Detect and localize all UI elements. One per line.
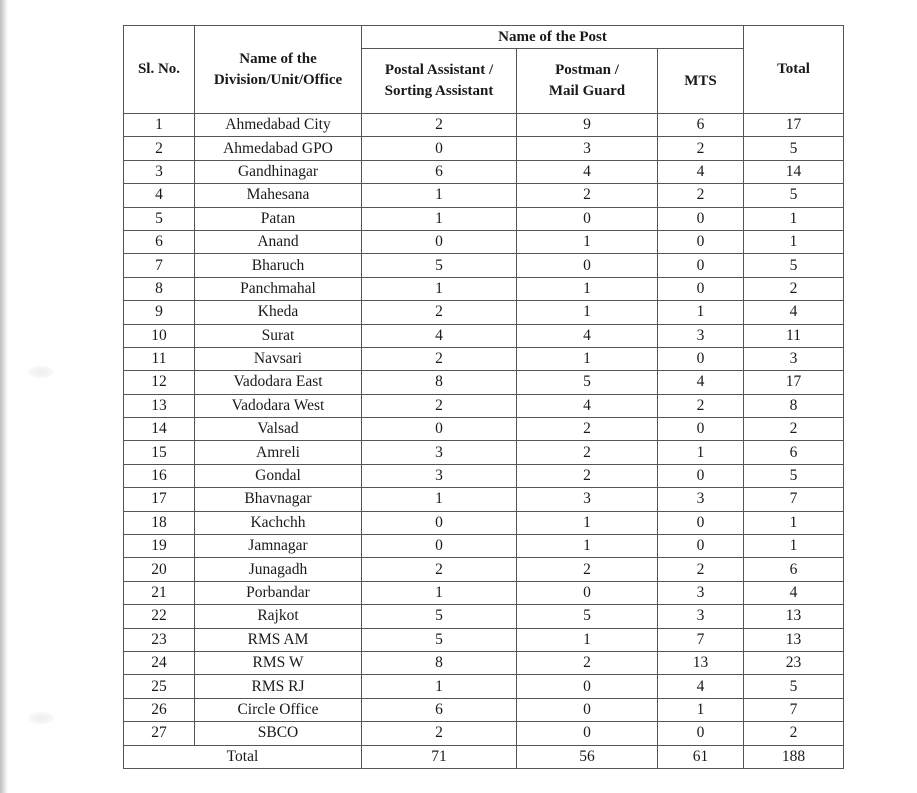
cell-postman: 1 <box>517 301 658 324</box>
cell-sl-no: 22 <box>124 605 195 628</box>
cell-mts: 7 <box>658 628 744 651</box>
cell-total: 5 <box>744 675 844 698</box>
cell-sl-no: 26 <box>124 698 195 721</box>
cell-postal-assistant: 1 <box>362 581 517 604</box>
cell-postman: 1 <box>517 628 658 651</box>
table-row <box>124 277 844 300</box>
vacancy-table <box>123 25 844 769</box>
cell-sl-no: 2 <box>124 137 195 160</box>
cell-division: Navsari <box>195 347 362 370</box>
cell-postman: 5 <box>517 371 658 394</box>
cell-postman: 4 <box>517 160 658 183</box>
cell-division: RMS W <box>195 651 362 674</box>
cell-division: SBCO <box>195 722 362 745</box>
table-row <box>124 137 844 160</box>
cell-total: 11 <box>744 324 844 347</box>
cell-total: 23 <box>744 651 844 674</box>
cell-postal-assistant: 5 <box>362 605 517 628</box>
cell-division: Ahmedabad City <box>195 114 362 137</box>
cell-division: Anand <box>195 230 362 253</box>
header-postman <box>517 49 658 114</box>
cell-mts: 3 <box>658 324 744 347</box>
cell-postman: 0 <box>517 254 658 277</box>
cell-total: 5 <box>744 184 844 207</box>
cell-mts: 0 <box>658 254 744 277</box>
table-row <box>124 698 844 721</box>
cell-mts: 2 <box>658 184 744 207</box>
cell-total: 13 <box>744 628 844 651</box>
cell-postman: 1 <box>517 230 658 253</box>
cell-postman: 5 <box>517 605 658 628</box>
cell-total: 17 <box>744 114 844 137</box>
cell-mts: 0 <box>658 277 744 300</box>
cell-mts: 13 <box>658 651 744 674</box>
cell-postman: 3 <box>517 488 658 511</box>
cell-postman: 3 <box>517 137 658 160</box>
cell-mts: 0 <box>658 230 744 253</box>
cell-total: 2 <box>744 722 844 745</box>
cell-total: 1 <box>744 511 844 534</box>
cell-total: 2 <box>744 418 844 441</box>
cell-total: 8 <box>744 394 844 417</box>
cell-sl-no: 27 <box>124 722 195 745</box>
cell-postman: 9 <box>517 114 658 137</box>
cell-postman: 1 <box>517 347 658 370</box>
cell-mts: 1 <box>658 441 744 464</box>
cell-postal-assistant: 0 <box>362 511 517 534</box>
cell-postal-assistant: 6 <box>362 698 517 721</box>
cell-postman: 0 <box>517 675 658 698</box>
cell-mts: 4 <box>658 160 744 183</box>
cell-postal-assistant: 4 <box>362 324 517 347</box>
cell-division: Porbandar <box>195 581 362 604</box>
cell-division: Rajkot <box>195 605 362 628</box>
cell-mts: 3 <box>658 581 744 604</box>
cell-postman: 2 <box>517 558 658 581</box>
cell-postman: 1 <box>517 535 658 558</box>
table-row <box>124 160 844 183</box>
cell-division: Gondal <box>195 464 362 487</box>
cell-division: RMS RJ <box>195 675 362 698</box>
page-edge-shadow <box>0 0 8 793</box>
cell-total: 1 <box>744 230 844 253</box>
table-row <box>124 605 844 628</box>
cell-postman: 0 <box>517 581 658 604</box>
cell-total: 4 <box>744 581 844 604</box>
table-row <box>124 301 844 324</box>
table-row <box>124 675 844 698</box>
cell-postal-assistant: 6 <box>362 160 517 183</box>
grand-total: 188 <box>744 745 844 768</box>
cell-division: Junagadh <box>195 558 362 581</box>
cell-total: 7 <box>744 488 844 511</box>
cell-sl-no: 6 <box>124 230 195 253</box>
table-row <box>124 581 844 604</box>
table-row <box>124 558 844 581</box>
cell-division: Jamnagar <box>195 535 362 558</box>
cell-mts: 2 <box>658 137 744 160</box>
cell-postal-assistant: 1 <box>362 277 517 300</box>
total-postman: 56 <box>517 745 658 768</box>
cell-total: 14 <box>744 160 844 183</box>
cell-sl-no: 25 <box>124 675 195 698</box>
cell-sl-no: 15 <box>124 441 195 464</box>
cell-division: Bharuch <box>195 254 362 277</box>
cell-sl-no: 5 <box>124 207 195 230</box>
cell-mts: 0 <box>658 535 744 558</box>
cell-division: Panchmahal <box>195 277 362 300</box>
cell-mts: 0 <box>658 418 744 441</box>
cell-sl-no: 3 <box>124 160 195 183</box>
cell-sl-no: 1 <box>124 114 195 137</box>
cell-postal-assistant: 2 <box>362 347 517 370</box>
cell-postman: 1 <box>517 511 658 534</box>
table-body <box>124 114 844 769</box>
table-row <box>124 511 844 534</box>
table-header <box>124 26 844 114</box>
cell-mts: 0 <box>658 722 744 745</box>
cell-postal-assistant: 8 <box>362 651 517 674</box>
cell-postal-assistant: 2 <box>362 394 517 417</box>
total-label: Total <box>124 745 362 768</box>
table-row <box>124 722 844 745</box>
table-row <box>124 230 844 253</box>
cell-total: 6 <box>744 558 844 581</box>
header-mts: MTS <box>658 49 744 114</box>
cell-postman: 2 <box>517 184 658 207</box>
cell-division: Ahmedabad GPO <box>195 137 362 160</box>
header-postal-assistant-label: Postal Assistant / Sorting Assistant <box>384 62 494 99</box>
table-row <box>124 441 844 464</box>
cell-mts: 0 <box>658 207 744 230</box>
cell-sl-no: 19 <box>124 535 195 558</box>
cell-postal-assistant: 0 <box>362 535 517 558</box>
table-row <box>124 488 844 511</box>
cell-total: 3 <box>744 347 844 370</box>
table-row <box>124 371 844 394</box>
header-postal-assistant <box>362 49 517 114</box>
cell-division: Bhavnagar <box>195 488 362 511</box>
cell-mts: 4 <box>658 371 744 394</box>
cell-division: Vadodara East <box>195 371 362 394</box>
cell-division: Patan <box>195 207 362 230</box>
cell-postman: 0 <box>517 698 658 721</box>
cell-division: Mahesana <box>195 184 362 207</box>
cell-sl-no: 4 <box>124 184 195 207</box>
cell-postal-assistant: 0 <box>362 418 517 441</box>
table-row <box>124 535 844 558</box>
cell-total: 5 <box>744 137 844 160</box>
cell-sl-no: 17 <box>124 488 195 511</box>
cell-sl-no: 13 <box>124 394 195 417</box>
total-mts: 61 <box>658 745 744 768</box>
cell-division: RMS AM <box>195 628 362 651</box>
cell-postal-assistant: 0 <box>362 137 517 160</box>
cell-postal-assistant: 2 <box>362 722 517 745</box>
cell-sl-no: 14 <box>124 418 195 441</box>
cell-division: Kheda <box>195 301 362 324</box>
cell-postal-assistant: 3 <box>362 441 517 464</box>
cell-sl-no: 16 <box>124 464 195 487</box>
cell-sl-no: 11 <box>124 347 195 370</box>
cell-sl-no: 18 <box>124 511 195 534</box>
cell-total: 1 <box>744 535 844 558</box>
punch-hole-mark <box>28 712 54 724</box>
cut-off-footer-text <box>112 786 832 793</box>
cell-postman: 4 <box>517 394 658 417</box>
cell-total: 17 <box>744 371 844 394</box>
cell-postal-assistant: 1 <box>362 207 517 230</box>
cell-division: Surat <box>195 324 362 347</box>
cell-sl-no: 21 <box>124 581 195 604</box>
cell-postman: 1 <box>517 277 658 300</box>
cell-sl-no: 7 <box>124 254 195 277</box>
cell-postman: 0 <box>517 207 658 230</box>
cell-sl-no: 12 <box>124 371 195 394</box>
cell-total: 1 <box>744 207 844 230</box>
cell-total: 13 <box>744 605 844 628</box>
cell-division: Vadodara West <box>195 394 362 417</box>
cell-postal-assistant: 1 <box>362 488 517 511</box>
cell-sl-no: 9 <box>124 301 195 324</box>
cell-mts: 1 <box>658 698 744 721</box>
cell-postal-assistant: 8 <box>362 371 517 394</box>
header-post-group: Name of the Post <box>362 26 744 49</box>
total-row <box>124 745 844 768</box>
cell-postal-assistant: 0 <box>362 230 517 253</box>
cell-postal-assistant: 2 <box>362 558 517 581</box>
table-row <box>124 254 844 277</box>
cell-division: Circle Office <box>195 698 362 721</box>
cell-total: 7 <box>744 698 844 721</box>
cell-postman: 0 <box>517 722 658 745</box>
cell-total: 4 <box>744 301 844 324</box>
table-row <box>124 418 844 441</box>
cell-postman: 2 <box>517 651 658 674</box>
cell-division: Kachchh <box>195 511 362 534</box>
cell-division: Valsad <box>195 418 362 441</box>
table-row <box>124 628 844 651</box>
table-row <box>124 207 844 230</box>
table-row <box>124 184 844 207</box>
cell-postal-assistant: 2 <box>362 301 517 324</box>
header-total: Total <box>744 26 844 114</box>
header-sl-no: Sl. No. <box>124 26 195 114</box>
total-postal-assistant: 71 <box>362 745 517 768</box>
cell-mts: 4 <box>658 675 744 698</box>
cell-mts: 3 <box>658 488 744 511</box>
cell-sl-no: 23 <box>124 628 195 651</box>
table-row <box>124 347 844 370</box>
cell-mts: 2 <box>658 558 744 581</box>
cell-mts: 2 <box>658 394 744 417</box>
cell-mts: 3 <box>658 605 744 628</box>
table-row <box>124 324 844 347</box>
header-division-label: Name of the Division/Unit/Office <box>213 50 343 88</box>
table-row <box>124 114 844 137</box>
cell-postal-assistant: 1 <box>362 675 517 698</box>
cell-postman: 2 <box>517 464 658 487</box>
cell-sl-no: 24 <box>124 651 195 674</box>
cell-mts: 0 <box>658 347 744 370</box>
cell-total: 5 <box>744 254 844 277</box>
header-division <box>195 26 362 114</box>
cell-postal-assistant: 3 <box>362 464 517 487</box>
cell-total: 6 <box>744 441 844 464</box>
cell-postal-assistant: 1 <box>362 184 517 207</box>
cell-mts: 0 <box>658 464 744 487</box>
table-row <box>124 651 844 674</box>
table-row <box>124 464 844 487</box>
cell-mts: 1 <box>658 301 744 324</box>
cell-postman: 2 <box>517 418 658 441</box>
cell-postal-assistant: 2 <box>362 114 517 137</box>
cell-mts: 6 <box>658 114 744 137</box>
cell-sl-no: 8 <box>124 277 195 300</box>
cell-total: 2 <box>744 277 844 300</box>
cell-postman: 4 <box>517 324 658 347</box>
table-row <box>124 394 844 417</box>
cell-division: Amreli <box>195 441 362 464</box>
cell-total: 5 <box>744 464 844 487</box>
cell-postman: 2 <box>517 441 658 464</box>
cell-mts: 0 <box>658 511 744 534</box>
cell-postal-assistant: 5 <box>362 628 517 651</box>
cell-postal-assistant: 5 <box>362 254 517 277</box>
cell-sl-no: 10 <box>124 324 195 347</box>
header-postman-label: Postman / Mail Guard <box>548 62 626 99</box>
punch-hole-mark <box>28 366 54 378</box>
cell-division: Gandhinagar <box>195 160 362 183</box>
cell-sl-no: 20 <box>124 558 195 581</box>
